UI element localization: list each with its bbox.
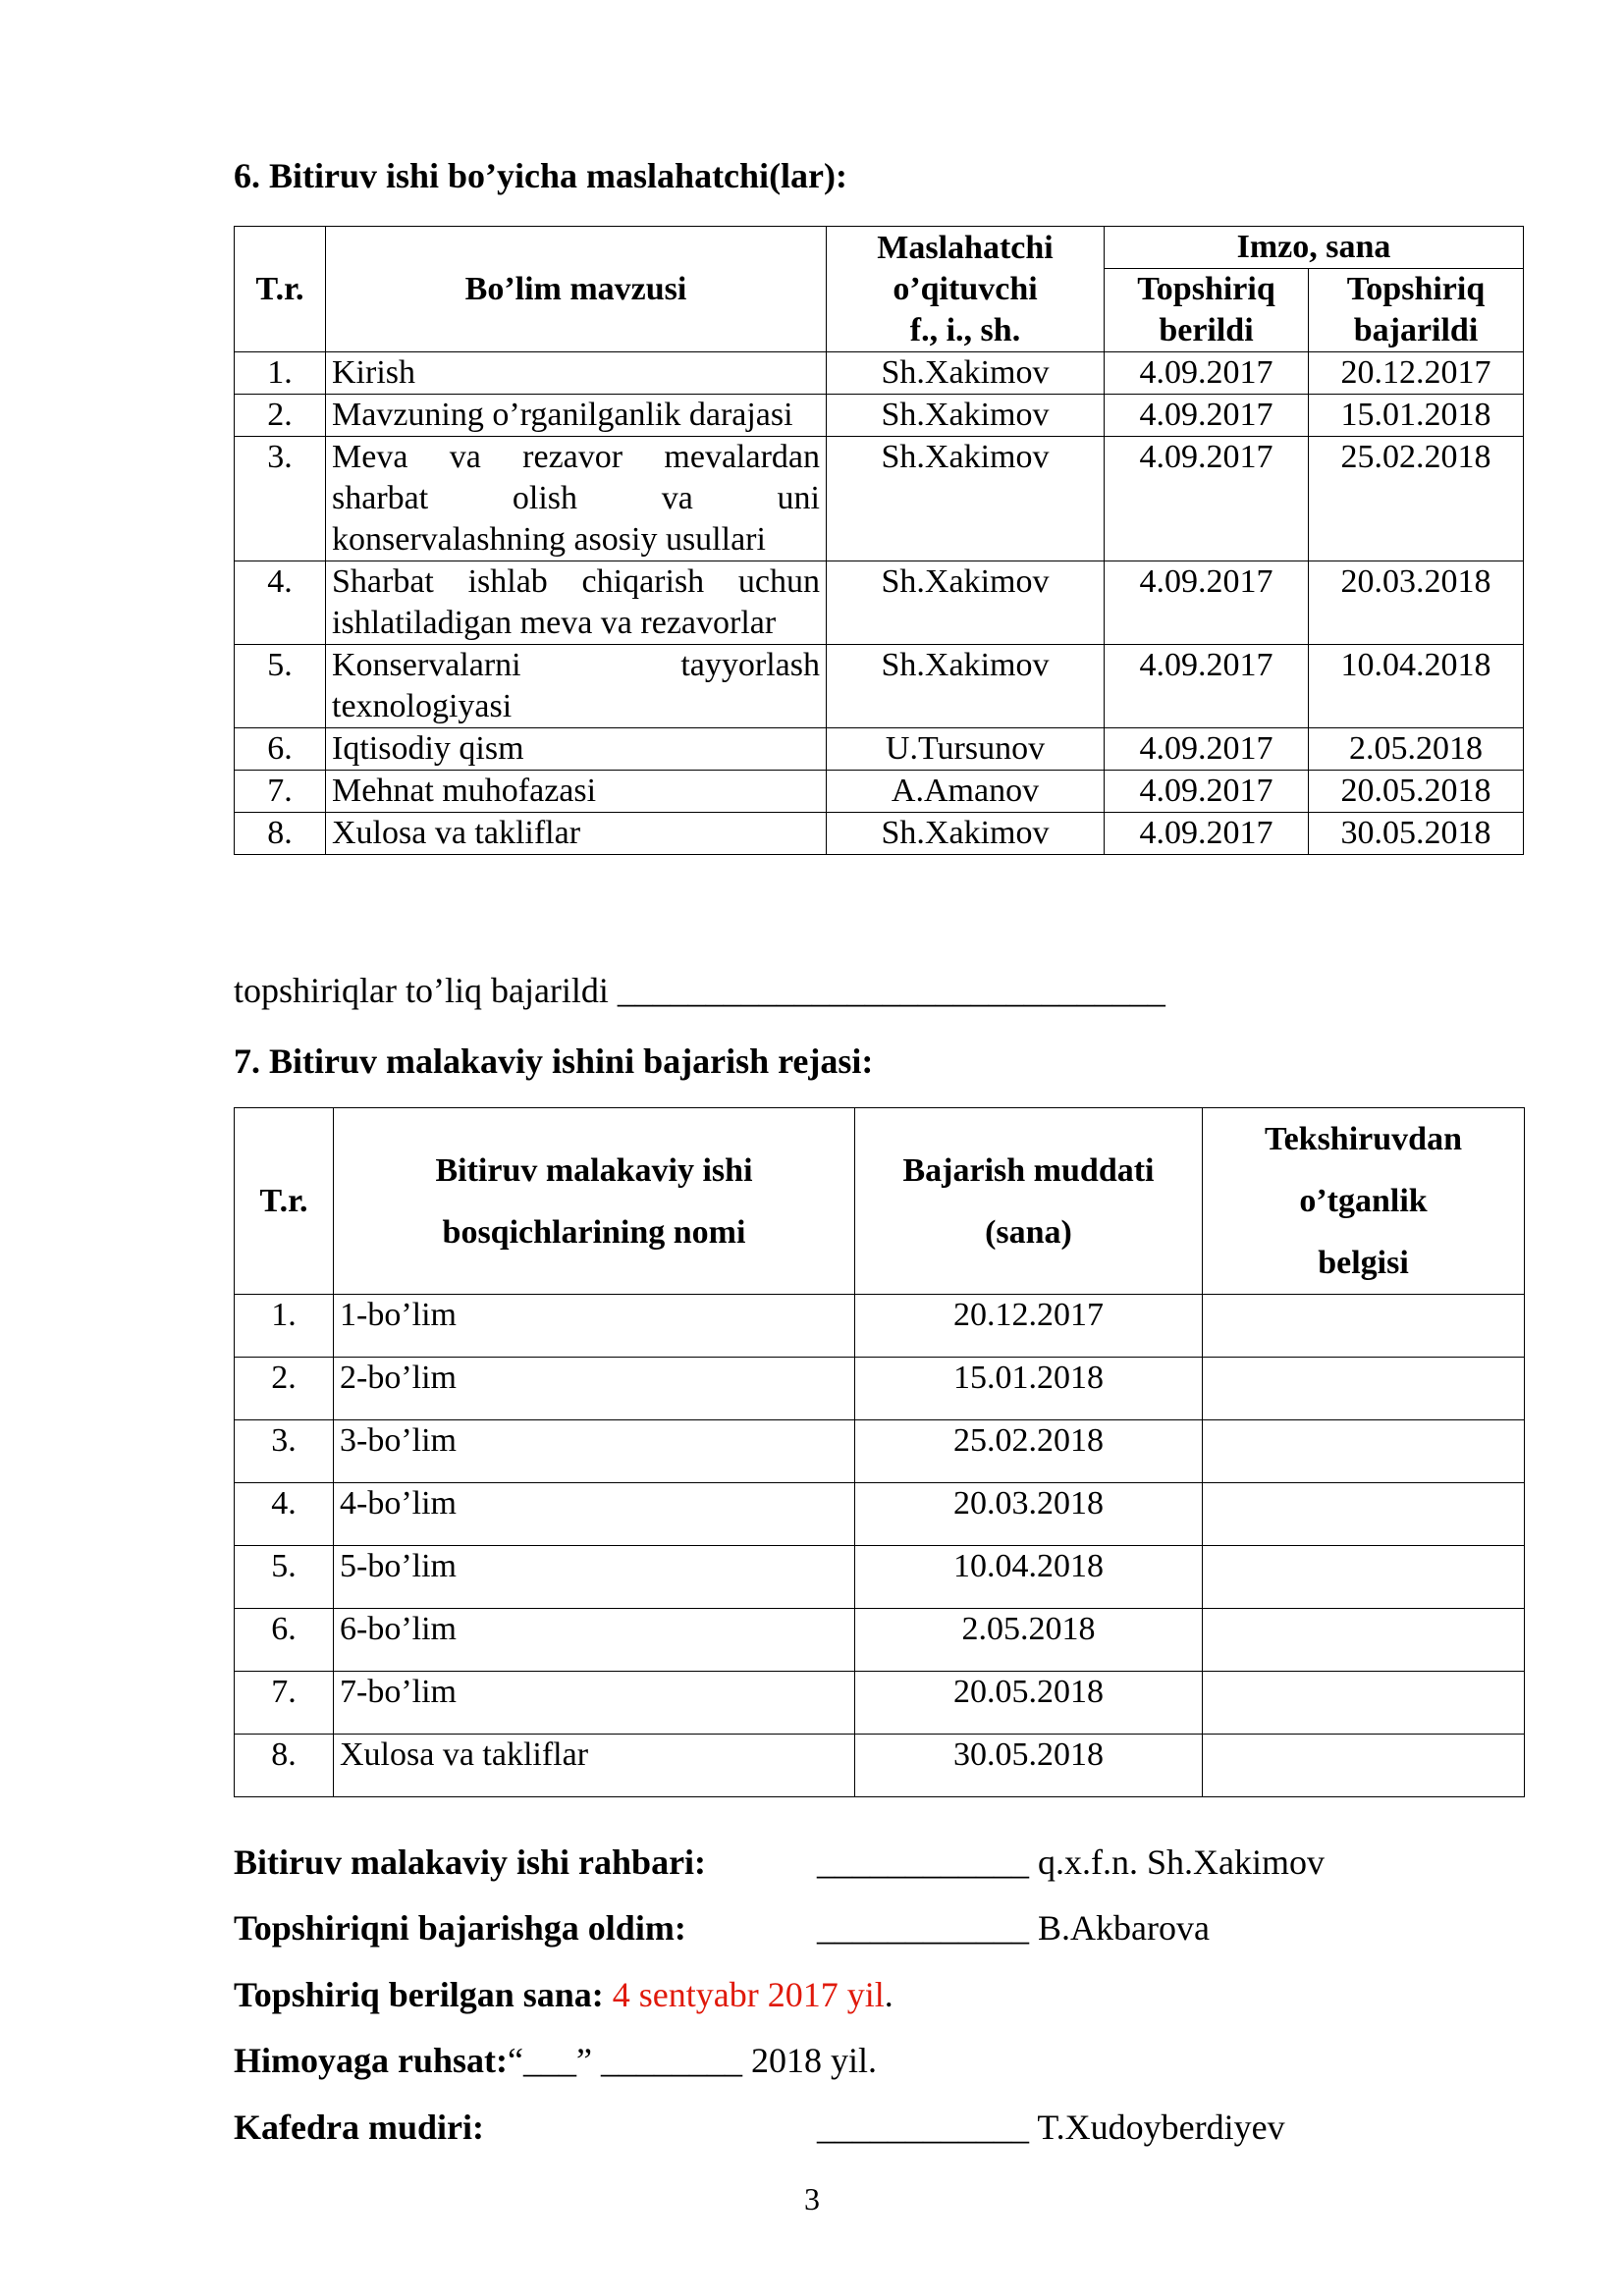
row-done: 20.05.2018	[1309, 771, 1524, 813]
row-num: 6.	[235, 1609, 334, 1672]
row-num: 7.	[235, 771, 326, 813]
table-row	[235, 728, 1524, 771]
accepted-label: Topshiriqni bajarishga oldim:	[234, 1908, 686, 1948]
supervisor-name: q.x.f.n. Sh.Xakimov	[1038, 1842, 1325, 1882]
table-row	[235, 1295, 1525, 1358]
header-advisor: Maslahatchi o’qituvchi f., i., sh.	[827, 227, 1105, 352]
row-deadline: 20.05.2018	[855, 1672, 1203, 1735]
table-row	[235, 771, 1524, 813]
row-deadline: 25.02.2018	[855, 1420, 1203, 1483]
row-deadline: 10.04.2018	[855, 1546, 1203, 1609]
accepted-name: B.Akbarova	[1038, 1908, 1210, 1948]
row-deadline: 20.03.2018	[855, 1483, 1203, 1546]
section-7-heading: 7. Bitiruv malakaviy ishini bajarish rejasi:	[234, 1041, 874, 1081]
row-advisor: Sh.Xakimov	[827, 645, 1105, 728]
row-stage: 1-bo’lim	[334, 1295, 855, 1358]
row-num: 4.	[235, 1483, 334, 1546]
table-row	[235, 1672, 1525, 1735]
row-mark	[1203, 1295, 1525, 1358]
completed-line: topshiriqlar to’liq bajarildi _______________________________	[234, 971, 1165, 1010]
row-num: 4.	[235, 561, 326, 645]
row-done: 30.05.2018	[1309, 813, 1524, 855]
table-row	[235, 561, 1524, 645]
row-stage: 6-bo’lim	[334, 1609, 855, 1672]
row-topic: Xulosa va takliflar	[326, 813, 827, 855]
table-row	[235, 1358, 1525, 1420]
row-mark	[1203, 1420, 1525, 1483]
row-num: 7.	[235, 1672, 334, 1735]
row-given: 4.09.2017	[1105, 561, 1309, 645]
row-deadline: 2.05.2018	[855, 1609, 1203, 1672]
header-check: Tekshiruvdan o’tganlik belgisi	[1203, 1108, 1525, 1295]
row-given: 4.09.2017	[1105, 352, 1309, 395]
row-deadline: 30.05.2018	[855, 1735, 1203, 1797]
row-deadline: 20.12.2017	[855, 1295, 1203, 1358]
plan-table	[234, 1107, 1525, 1797]
row-num: 2.	[235, 395, 326, 437]
supervisor-signature-line: ____________ q.x.f.n. Sh.Xakimov	[817, 1842, 1325, 1882]
table-row	[235, 1420, 1525, 1483]
row-stage: 2-bo’lim	[334, 1358, 855, 1420]
row-topic: Kirish	[326, 352, 827, 395]
header-deadline: Bajarish muddati (sana)	[855, 1108, 1203, 1295]
row-num: 5.	[235, 1546, 334, 1609]
row-num: 2.	[235, 1358, 334, 1420]
page-number: 3	[804, 2181, 820, 2216]
row-done: 15.01.2018	[1309, 395, 1524, 437]
row-stage: 5-bo’lim	[334, 1546, 855, 1609]
row-num: 1.	[235, 352, 326, 395]
row-num: 3.	[235, 437, 326, 561]
row-num: 1.	[235, 1295, 334, 1358]
advisors-table	[234, 226, 1524, 855]
row-stage: 4-bo’lim	[334, 1483, 855, 1546]
supervisor-label: Bitiruv malakaviy ishi rahbari:	[234, 1842, 707, 1882]
date-line: Topshiriq berilgan sana: 4 sentyabr 2017 yil.	[234, 1975, 893, 2014]
row-deadline: 15.01.2018	[855, 1358, 1203, 1420]
table-row	[235, 352, 1524, 395]
row-given: 4.09.2017	[1105, 395, 1309, 437]
table-row	[235, 813, 1524, 855]
row-stage: 3-bo’lim	[334, 1420, 855, 1483]
date-label: Topshiriq berilgan sana:	[234, 1975, 604, 2014]
row-stage: 7-bo’lim	[334, 1672, 855, 1735]
row-num: 8.	[235, 1735, 334, 1797]
row-done: 25.02.2018	[1309, 437, 1524, 561]
row-topic: Mavzuning o’rganilganlik darajasi	[326, 395, 827, 437]
row-mark	[1203, 1735, 1525, 1797]
table-row	[235, 1483, 1525, 1546]
defense-value: “___” ________ 2018 yil.	[508, 2041, 877, 2080]
row-given: 4.09.2017	[1105, 437, 1309, 561]
row-advisor: Sh.Xakimov	[827, 437, 1105, 561]
row-advisor: A.Amanov	[827, 771, 1105, 813]
row-mark	[1203, 1546, 1525, 1609]
table-row	[235, 395, 1524, 437]
row-advisor: Sh.Xakimov	[827, 395, 1105, 437]
row-topic: Konservalarni tayyorlash texnologiyasi	[326, 645, 827, 728]
date-value: 4 sentyabr 2017 yil	[612, 1975, 885, 2014]
table-row	[235, 1609, 1525, 1672]
row-mark	[1203, 1483, 1525, 1546]
row-advisor: Sh.Xakimov	[827, 561, 1105, 645]
row-given: 4.09.2017	[1105, 813, 1309, 855]
accepted-signature-line: ____________ B.Akbarova	[817, 1908, 1210, 1948]
table-row	[235, 437, 1524, 561]
table-row	[235, 645, 1524, 728]
row-topic: Meva va rezavor mevalardan sharbat olish va uni konservalashning asosiy usullari	[326, 437, 827, 561]
header-stage: Bitiruv malakaviy ishi bosqichlarining nomi	[334, 1108, 855, 1295]
row-advisor: Sh.Xakimov	[827, 352, 1105, 395]
section-6-heading: 6. Bitiruv ishi bo’yicha maslahatchi(lar):	[234, 156, 848, 195]
row-advisor: U.Tursunov	[827, 728, 1105, 771]
head-label: Kafedra mudiri:	[234, 2108, 484, 2147]
header-sign: Imzo, sana	[1105, 227, 1524, 269]
row-given: 4.09.2017	[1105, 645, 1309, 728]
row-num: 8.	[235, 813, 326, 855]
defense-line	[234, 2040, 877, 2081]
header-done: Topshiriq bajarildi	[1309, 269, 1524, 352]
row-mark	[1203, 1672, 1525, 1735]
row-topic: Sharbat ishlab chiqarish uchun ishlatiladigan meva va rezavorlar	[326, 561, 827, 645]
header-given: Topshiriq berildi	[1105, 269, 1309, 352]
row-num: 6.	[235, 728, 326, 771]
header-num: T.r.	[235, 1108, 334, 1295]
table-row	[235, 1546, 1525, 1609]
row-given: 4.09.2017	[1105, 728, 1309, 771]
row-mark	[1203, 1358, 1525, 1420]
header-num: T.r.	[235, 227, 326, 352]
row-num: 3.	[235, 1420, 334, 1483]
row-done: 10.04.2018	[1309, 645, 1524, 728]
row-done: 2.05.2018	[1309, 728, 1524, 771]
row-mark	[1203, 1609, 1525, 1672]
row-advisor: Sh.Xakimov	[827, 813, 1105, 855]
defense-label: Himoyaga ruhsat:	[234, 2041, 508, 2080]
row-done: 20.03.2018	[1309, 561, 1524, 645]
row-given: 4.09.2017	[1105, 771, 1309, 813]
head-signature-line: ____________ T.Xudoyberdiyev	[817, 2108, 1285, 2147]
head-name: T.Xudoyberdiyev	[1037, 2108, 1285, 2147]
table-row	[235, 1735, 1525, 1797]
row-stage: Xulosa va takliflar	[334, 1735, 855, 1797]
row-num: 5.	[235, 645, 326, 728]
row-done: 20.12.2017	[1309, 352, 1524, 395]
row-topic: Mehnat muhofazasi	[326, 771, 827, 813]
header-topic: Bo’lim mavzusi	[326, 227, 827, 352]
row-topic: Iqtisodiy qism	[326, 728, 827, 771]
